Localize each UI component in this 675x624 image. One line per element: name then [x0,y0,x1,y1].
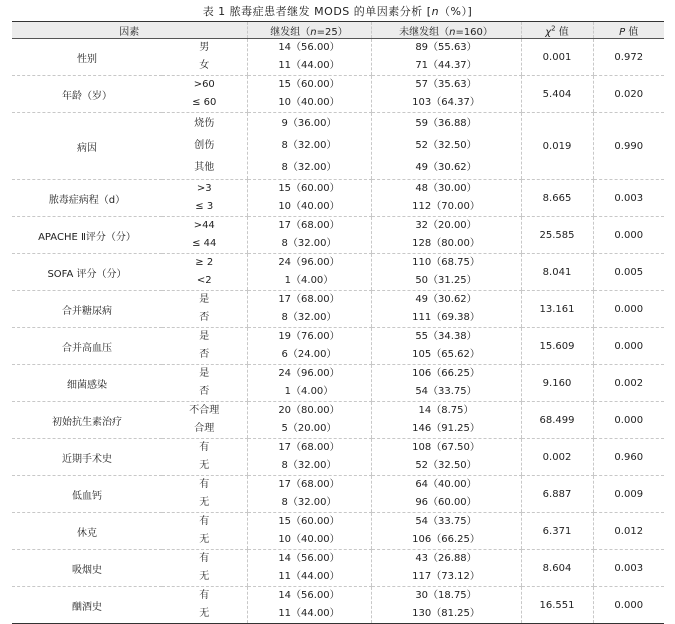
p-value-cell: 0.020 [593,76,664,113]
group2-value: 128（80.00） [412,238,480,249]
group2-value: 52（32.50） [415,460,477,471]
level-label: 无 [199,460,210,471]
group2-cell [371,439,521,476]
table-row [12,254,664,291]
level-label: 否 [199,312,210,323]
group1-value: 17（68.00） [278,220,340,231]
level-label: 有 [199,553,210,564]
table-row [12,476,664,513]
chi-square-cell: 0.001 [521,39,593,76]
p-value-cell: 0.972 [593,39,664,76]
level-label: 有 [199,479,210,490]
factor-cell: 合并高血压 [12,328,162,365]
group2-value: 14（8.75） [418,405,474,416]
level-label: ≤ 44 [192,238,217,249]
level-cell [162,180,247,217]
chi-square-cell: 0.002 [521,439,593,476]
group1-value: 14（56.00） [278,590,340,601]
group2-value: 106（66.25） [412,368,480,379]
group1-cell [247,402,371,439]
group1-value: 9（36.00） [281,118,337,129]
level-label: >60 [193,79,215,90]
p-value-cell: 0.960 [593,439,664,476]
factor-cell: 低血钙 [12,476,162,513]
header-group2-post: =160） [455,26,493,38]
level-label: 有 [199,442,210,453]
level-cell [162,476,247,513]
p-value-cell: 0.009 [593,476,664,513]
group2-cell [371,39,521,76]
factor-cell: 年龄（岁） [12,76,162,113]
p-value-cell: 0.990 [593,113,664,180]
table-row [12,402,664,439]
p-value-cell: 0.000 [593,328,664,365]
chi-square-cell: 9.160 [521,365,593,402]
group2-cell [371,180,521,217]
level-cell [162,76,247,113]
group2-value: 48（30.00） [415,183,477,194]
group2-cell [371,513,521,550]
table-row [12,76,664,113]
level-label: ≥ 2 [195,257,214,268]
group1-cell [247,587,371,624]
level-label: 有 [199,590,210,601]
level-label: 是 [199,294,210,305]
group1-cell [247,76,371,113]
level-label: 其他 [194,162,215,173]
group2-value: 49（30.62） [415,294,477,305]
group1-value: 8（32.00） [281,497,337,508]
header-group1-pre: 继发组（ [270,26,311,38]
table-row [12,513,664,550]
group2-cell [371,113,521,180]
table-caption [0,3,675,19]
level-label: 女 [199,60,210,71]
header-chi-symbol: χ [545,26,552,38]
group2-cell [371,217,521,254]
group2-value: 111（69.38） [412,312,480,323]
level-cell [162,439,247,476]
group1-value: 24（96.00） [278,368,340,379]
level-label: <2 [196,275,212,286]
group2-value: 117（73.12） [412,571,480,582]
table-row [12,291,664,328]
chi-square-cell: 6.887 [521,476,593,513]
level-label: 否 [199,349,210,360]
group1-value: 14（56.00） [278,553,340,564]
level-cell [162,550,247,587]
level-label: 男 [199,42,210,53]
group2-value: 108（67.50） [412,442,480,453]
header-chi-sup: 2 [551,24,556,33]
header-chi-square [521,22,593,39]
group1-value: 11（44.00） [278,571,340,582]
chi-square-cell: 25.585 [521,217,593,254]
level-cell [162,291,247,328]
group2-value: 105（65.62） [412,349,480,360]
table-row [12,217,664,254]
chi-square-cell: 8.041 [521,254,593,291]
group2-value: 106（66.25） [412,534,480,545]
factor-cell: APACHE Ⅱ评分（分） [12,217,162,254]
factor-cell: 吸烟史 [12,550,162,587]
group1-cell [247,254,371,291]
level-label: 否 [199,386,210,397]
header-chi-post: 值 [555,26,569,38]
factor-cell: 初始抗生素治疗 [12,402,162,439]
group2-value: 49（30.62） [415,162,477,173]
level-label: 创伤 [194,140,215,151]
table-row [12,550,664,587]
header-group1-n: n [310,26,317,38]
header-group1-post: =25） [316,26,348,38]
level-label: 不合理 [189,405,220,416]
level-label: 是 [199,368,210,379]
p-value-cell: 0.000 [593,587,664,624]
table-row [12,439,664,476]
p-value-cell: 0.005 [593,254,664,291]
level-cell [162,328,247,365]
group2-value: 64（40.00） [415,479,477,490]
group1-value: 17（68.00） [278,442,340,453]
group1-value: 8（32.00） [281,238,337,249]
p-value-cell: 0.000 [593,291,664,328]
group2-cell [371,365,521,402]
level-label: 无 [199,608,210,619]
table-row [12,365,664,402]
level-cell [162,402,247,439]
group1-cell [247,113,371,180]
group2-value: 130（81.25） [412,608,480,619]
group1-value: 14（56.00） [278,42,340,53]
level-cell [162,113,247,180]
group1-value: 19（76.00） [278,331,340,342]
group1-value: 11（44.00） [278,60,340,71]
chi-square-cell: 0.019 [521,113,593,180]
group1-value: 17（68.00） [278,479,340,490]
group2-cell [371,254,521,291]
group2-cell [371,291,521,328]
group2-value: 146（91.25） [412,423,480,434]
level-cell [162,587,247,624]
group2-value: 57（35.63） [415,79,477,90]
factor-cell: SOFA 评分（分） [12,254,162,291]
table-row [12,113,664,180]
chi-square-cell: 68.499 [521,402,593,439]
factor-cell: 病因 [12,113,162,180]
group2-value: 43（26.88） [415,553,477,564]
header-group2 [371,22,521,39]
group1-value: 15（60.00） [278,79,340,90]
group2-value: 96（60.00） [415,497,477,508]
factor-cell: 性别 [12,39,162,76]
p-value-cell: 0.003 [593,550,664,587]
group1-cell [247,180,371,217]
univariate-analysis-table [12,21,664,624]
table-row [12,587,664,624]
level-label: ≤ 3 [195,201,214,212]
factor-cell: 休克 [12,513,162,550]
level-label: 合理 [194,423,215,434]
chi-square-cell: 5.404 [521,76,593,113]
group2-value: 103（64.37） [412,97,480,108]
factor-cell: 近期手术史 [12,439,162,476]
group2-value: 55（34.38） [415,331,477,342]
table-body [12,39,664,624]
caption-n: n [431,5,440,18]
chi-square-cell: 8.604 [521,550,593,587]
group1-value: 8（32.00） [281,162,337,173]
table-row [12,328,664,365]
group1-cell [247,217,371,254]
header-p-symbol: P [619,26,626,38]
header-group2-n: n [449,26,456,38]
group1-cell [247,513,371,550]
level-label: 无 [199,497,210,508]
group1-cell [247,439,371,476]
level-label: 有 [199,516,210,527]
level-label: ≤ 60 [192,97,217,108]
group2-value: 54（33.75） [415,386,477,397]
group1-value: 10（40.00） [278,97,340,108]
group2-cell [371,587,521,624]
caption-prefix: 表 1 脓毒症患者继发 MODS 的单因素分析 [ [202,5,432,18]
p-value-cell: 0.002 [593,365,664,402]
group1-value: 8（32.00） [281,460,337,471]
group1-value: 10（40.00） [278,201,340,212]
chi-square-cell: 15.609 [521,328,593,365]
group2-value: 54（33.75） [415,516,477,527]
header-group1 [247,22,371,39]
group2-value: 50（31.25） [415,275,477,286]
group2-cell [371,76,521,113]
group2-value: 59（36.88） [415,118,477,129]
group1-value: 10（40.00） [278,534,340,545]
table-row [12,39,664,76]
chi-square-cell: 6.371 [521,513,593,550]
header-row [12,22,664,39]
p-value-cell: 0.000 [593,402,664,439]
group1-cell [247,365,371,402]
group1-value: 1（4.00） [284,386,334,397]
factor-cell: 合并糖尿病 [12,291,162,328]
header-p-post: 值 [625,26,639,38]
level-cell [162,217,247,254]
group2-value: 71（44.37） [415,60,477,71]
group1-cell [247,550,371,587]
factor-cell: 细菌感染 [12,365,162,402]
factor-cell: 脓毒症病程（d） [12,180,162,217]
group2-value: 110（68.75） [412,257,480,268]
group2-value: 32（20.00） [415,220,477,231]
group1-value: 17（68.00） [278,294,340,305]
group1-value: 6（24.00） [281,349,337,360]
p-value-cell: 0.012 [593,513,664,550]
factor-cell: 酗酒史 [12,587,162,624]
group2-value: 112（70.00） [412,201,480,212]
group2-value: 89（55.63） [415,42,477,53]
chi-square-cell: 13.161 [521,291,593,328]
level-cell [162,513,247,550]
group1-value: 20（80.00） [278,405,340,416]
group1-value: 24（96.00） [278,257,340,268]
group2-value: 30（18.75） [415,590,477,601]
group1-value: 15（60.00） [278,183,340,194]
group2-cell [371,476,521,513]
header-group2-pre: 未继发组（ [399,26,450,38]
level-label: 烧伤 [194,118,215,129]
group1-value: 8（32.00） [281,312,337,323]
group1-cell [247,328,371,365]
level-cell [162,39,247,76]
group1-cell [247,39,371,76]
level-label: >3 [196,183,212,194]
group1-value: 15（60.00） [278,516,340,527]
group1-value: 1（4.00） [284,275,334,286]
group2-cell [371,402,521,439]
level-label: 无 [199,571,210,582]
level-label: >44 [193,220,215,231]
chi-square-cell: 16.551 [521,587,593,624]
level-cell [162,365,247,402]
p-value-cell: 0.003 [593,180,664,217]
header-factor: 因素 [12,22,247,39]
table-row [12,180,664,217]
group2-value: 52（32.50） [415,140,477,151]
level-label: 是 [199,331,210,342]
header-p-value [593,22,664,39]
group1-value: 11（44.00） [278,608,340,619]
group1-value: 5（20.00） [281,423,337,434]
p-value-cell: 0.000 [593,217,664,254]
group1-cell [247,291,371,328]
group1-value: 8（32.00） [281,140,337,151]
level-cell [162,254,247,291]
group2-cell [371,328,521,365]
group1-cell [247,476,371,513]
chi-square-cell: 8.665 [521,180,593,217]
group2-cell [371,550,521,587]
caption-suffix: （%）] [439,5,473,18]
level-label: 无 [199,534,210,545]
